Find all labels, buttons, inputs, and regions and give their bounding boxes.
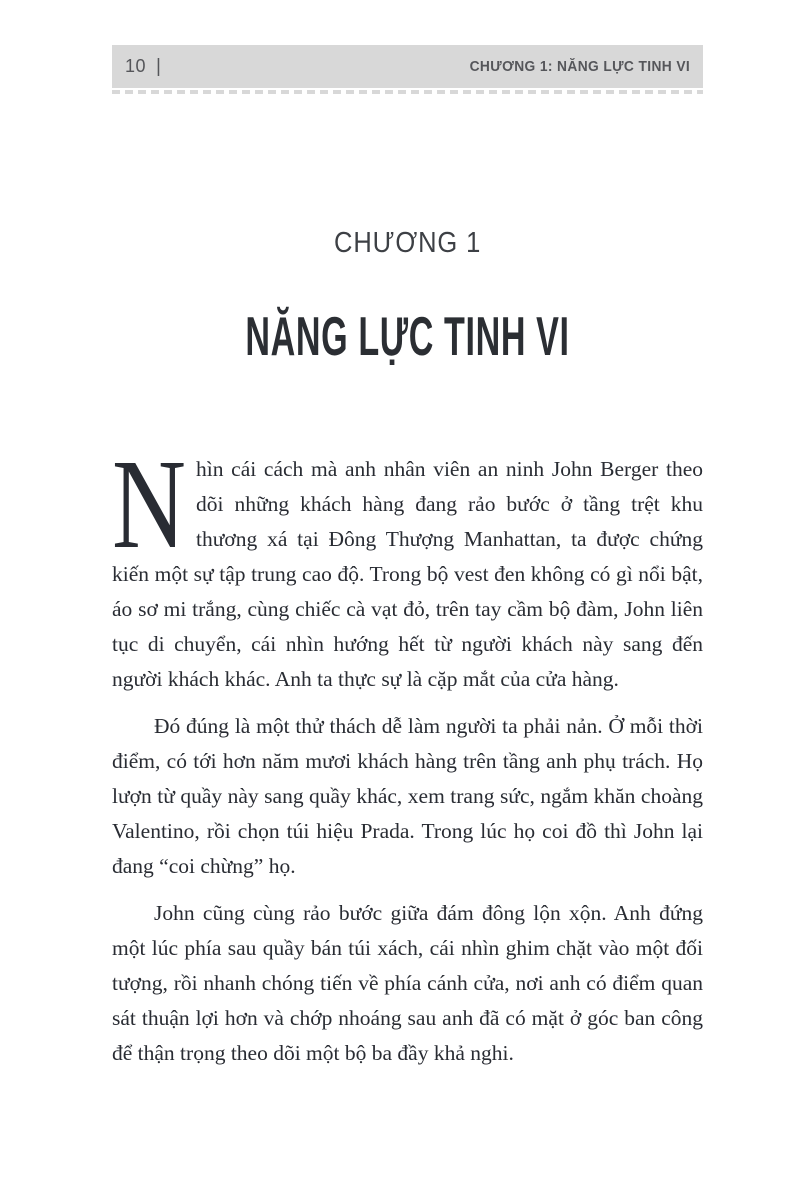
chapter-number (112, 228, 703, 258)
drop-cap: N (112, 433, 186, 575)
page-number-group (125, 56, 161, 78)
header-separator: | (156, 55, 161, 77)
chapter-number-label: CHƯƠNG 1 (333, 227, 482, 259)
paragraph-2: Đó đúng là một thử thách dễ làm người ta phải nản. Ở mỗi thời điểm, có tới hơn năm mươi khách hàng trên tầng anh phụ trách. Họ lượn từ quầy này sang quầy khác, xem trang sức, ngắm khăn choàng Valentino, rồi chọn túi hiệu Prada. Trong lúc họ coi đồ thì John lại đang “coi chừng” họ. (112, 714, 703, 878)
chapter-title (112, 305, 703, 372)
chapter-title-label: NĂNG LỰC TINH VI (245, 305, 570, 367)
paragraph-1-text: hìn cái cách mà anh nhân viên an ninh John Berger theo dõi những khách hàng đang rảo bước ở tầng trệt khu thương xá tại Đông Thượng Manhattan, ta được chứng kiến một sự tập trung cao độ. Trong bộ vest đen không có gì nổi bật, áo sơ mi trắng, cùng chiếc cà vạt đỏ, trên tay cầm bộ đàm, John liên tục di chuyển, cái nhìn hướng hết từ người khách này sang đến người khách khác. Anh ta thực sự là cặp mắt của cửa hàng. (112, 457, 703, 691)
body-text (112, 433, 703, 1071)
paragraph-1 (112, 433, 703, 697)
running-title: CHƯƠNG 1: NĂNG LỰC TINH VI (469, 58, 690, 75)
paragraph-3: John cũng cùng rảo bước giữa đám đông lộn xộn. Anh đứng một lúc phía sau quầy bán túi xách, cái nhìn ghim chặt vào một đối tượng, rồi nhanh chóng tiến về phía cánh cửa, nơi anh có điểm quan sát thuận lợi hơn và chớp nhoáng sau anh đã có mặt ở góc ban công để thận trọng theo dõi một bộ ba đầy khả nghi. (112, 901, 703, 1065)
page-number: 10 (125, 56, 147, 76)
page-content (112, 228, 703, 1071)
page-header-bar (112, 45, 703, 88)
